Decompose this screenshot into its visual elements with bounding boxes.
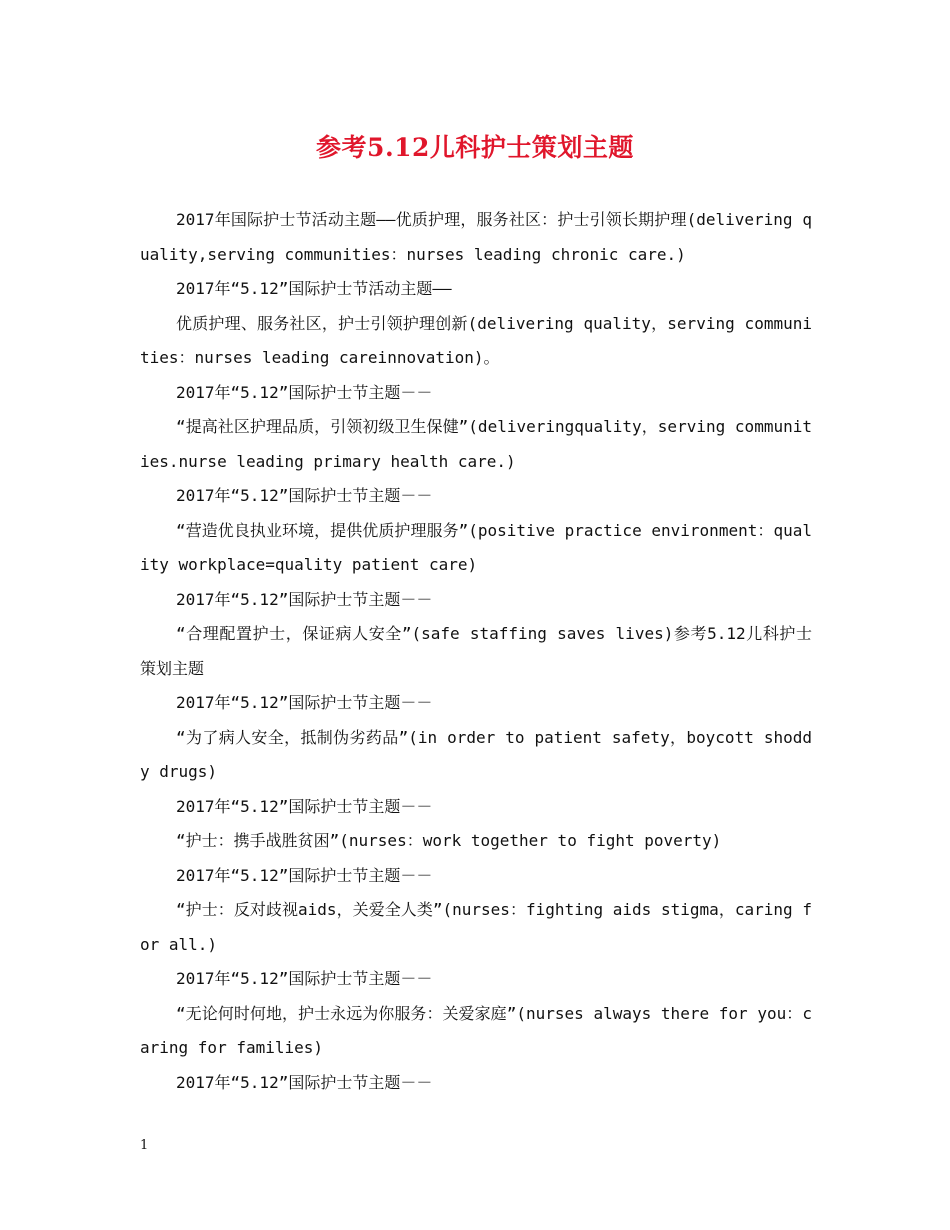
paragraph: “无论何时何地，护士永远为你服务：关爱家庭”(nurses always there for you：caring for families)	[140, 1003, 812, 1057]
paragraph: “护士：携手战胜贫困”(nurses：work together to fight poverty)	[176, 831, 722, 850]
paragraph-heading: 2017年“5.12”国际护士节主题－－	[176, 796, 433, 816]
document-title: 参考5.12儿科护士策划主题	[316, 133, 634, 162]
paragraph-heading: 2017年“5.12”国际护士节主题－－	[176, 486, 433, 505]
paragraph: 优质护理、服务社区，护士引领护理创新(delivering quality，serving communities：nurses leading careinnovation)。	[140, 313, 812, 367]
paragraph: “提高社区护理品质，引领初级卫生保健”(deliveringquality，serving communities.nurse leading primary health care.)	[140, 417, 812, 471]
paragraph: “为了病人安全，抵制伪劣药品”(in order to patient safety，boycott shoddy drugs)	[140, 727, 812, 781]
paragraph-heading: 2017年“5.12”国际护士节主题－－	[176, 865, 433, 885]
paragraph-heading: 2017年“5.12”国际护士节主题－－	[176, 969, 433, 988]
paragraph: “营造优良执业环境，提供优质护理服务”(positive practice environment：quality workplace=quality patient care)	[140, 520, 812, 574]
document-body	[140, 203, 812, 1100]
paragraph: “护士：反对歧视aids，关爱全人类”(nurses：fighting aids stigma，caring for all.)	[140, 900, 812, 954]
page-number: 1	[140, 1138, 149, 1153]
paragraph-heading: 2017年“5.12”国际护士节主题－－	[176, 382, 433, 402]
paragraph-heading: 2017年“5.12”国际护士节主题－－	[176, 589, 433, 609]
paragraph-heading: 2017年“5.12”国际护士节主题－－	[176, 693, 433, 712]
paragraph-heading: 2017年“5.12”国际护士节活动主题——	[176, 279, 452, 298]
paragraph: 2017年国际护士节活动主题——优质护理，服务社区：护士引领长期护理(delivering quality,serving communities：nurses leading chronic care.)	[140, 210, 812, 264]
paragraph: “合理配置护士，保证病人安全”(safe staffing saves lives)参考5.12儿科护士策划主题	[140, 624, 812, 678]
paragraph-heading: 2017年“5.12”国际护士节主题－－	[176, 1072, 433, 1092]
